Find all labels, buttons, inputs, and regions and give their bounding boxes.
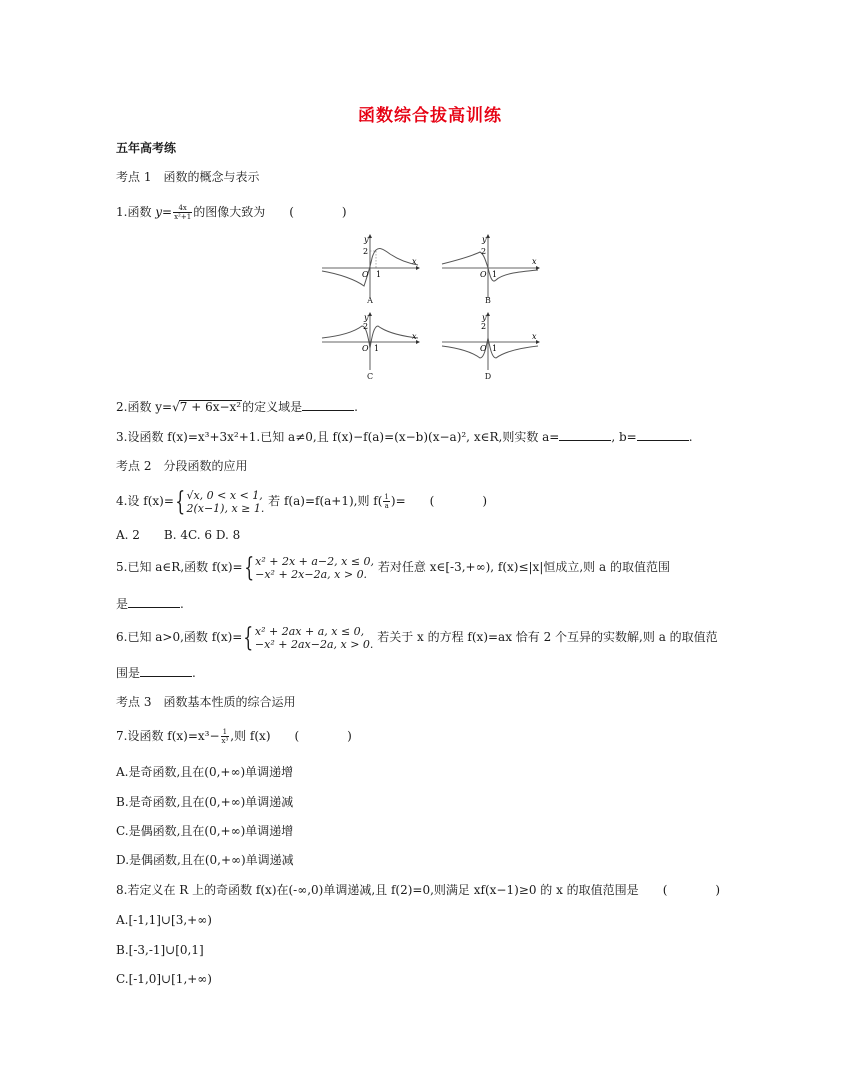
- q7-fraction: $\frac{1}{\text{x³}}$: [221, 728, 229, 745]
- graph-c: [320, 312, 420, 372]
- question-2: 2.函数 y=√7 + 6x−x²的定义域是 .: [116, 400, 358, 414]
- graph-c-y-label: y: [364, 313, 369, 322]
- question-8-option-a: A.[-1,1]∪[3,+∞): [116, 913, 212, 927]
- question-8-option-b: B.[-3,-1]∪[0,1]: [116, 943, 204, 957]
- question-4: 4.设 f(x)={ √x, 0 < x < 1, 2(x−1), x ≥ 1. 若 f(a)=f(a+1),则 f( $\frac{1}{a}$ )= ( ): [116, 486, 506, 517]
- q2-radicand: 7 + 6x−x²: [179, 400, 242, 414]
- graph-a-tick-2: 2: [363, 247, 369, 256]
- question-4-options: A. 2 B. 4C. 6 D. 8: [116, 528, 241, 542]
- graph-c-origin: O: [362, 344, 369, 353]
- q4-piecewise: √x, 0 < x < 1, 2(x−1), x ≥ 1.: [186, 488, 265, 515]
- graph-a-x-label: x: [412, 257, 417, 266]
- graph-d-x-label: x: [532, 332, 537, 341]
- q3-answer-blank-a[interactable]: [559, 428, 611, 441]
- graph-d-caption: D: [484, 372, 492, 381]
- q6-answer-blank[interactable]: [140, 664, 192, 677]
- graph-c-x-label: x: [412, 332, 417, 341]
- graph-c-tick-1: 1: [374, 344, 380, 353]
- graph-b-x-label: x: [532, 257, 537, 266]
- graph-a: [320, 234, 420, 300]
- graph-b-y-label: y: [482, 235, 487, 244]
- topic-3-heading: 考点 3 函数基本性质的综合运用: [116, 695, 296, 709]
- graph-a-tick-1: 1: [376, 270, 382, 279]
- graph-b-origin: O: [480, 270, 487, 279]
- graph-c-caption: C: [366, 372, 374, 381]
- page-title: 函数综合拔高训练: [358, 106, 502, 126]
- question-6: 6.已知 a>0,函数 f(x)={ x² + 2ax + a, x ≤ 0, −x² + 2ax−2a, x > 0. 若关于 x 的方程 f(x)=ax 恰有 2 个互异的实数解,则 a 的取值范: [116, 622, 718, 653]
- q5-answer-blank[interactable]: [128, 595, 180, 608]
- q2-answer-blank[interactable]: [302, 398, 354, 411]
- question-8: 8.若定义在 R 上的奇函数 f(x)在(-∞,0)单调递减,且 f(2)=0,则满足 xf(x−1)≥0 的 x 的取值范围是 ( ): [116, 883, 739, 897]
- question-7-option-b: B.是奇函数,且在(0,+∞)单调递减: [116, 795, 294, 809]
- question-1: 1.函数 y= $\frac{4x}{\text{x²+1}}$ 的图像大致为 ( ): [116, 204, 365, 221]
- section-heading: 五年高考练: [116, 141, 177, 155]
- q6-piecewise: x² + 2ax + a, x ≤ 0, −x² + 2ax−2a, x > 0.: [254, 624, 374, 651]
- question-3: 3.设函数 f(x)=x³+3x²+1.已知 a≠0,且 f(x)−f(a)=(x−b)(x−a)², x∈R,则实数 a= , b= .: [116, 430, 693, 444]
- graph-b-tick-2: 2: [481, 247, 487, 256]
- graph-b-caption: B: [485, 296, 491, 305]
- topic-2-heading: 考点 2 分段函数的应用: [116, 459, 248, 473]
- q5-piecewise: x² + 2x + a−2, x ≤ 0, −x² + 2x−2a, x > 0.: [255, 554, 375, 581]
- question-6-line-2: 围是 .: [116, 666, 196, 680]
- graph-c-tick-2: 2: [363, 322, 369, 331]
- question-7-option-c: C.是偶函数,且在(0,+∞)单调递增: [116, 824, 294, 838]
- question-7-option-a: A.是奇函数,且在(0,+∞)单调递增: [116, 765, 294, 779]
- question-7: 7.设函数 f(x)=x³− $\frac{1}{\text{x³}}$ ,则 f(x) ( ): [116, 728, 370, 745]
- graph-b-tick-1: 1: [492, 270, 498, 279]
- question-7-option-d: D.是偶函数,且在(0,+∞)单调递减: [116, 853, 294, 867]
- graph-d-y-label: y: [482, 313, 487, 322]
- graph-d-origin: O: [480, 344, 487, 353]
- graph-d-tick-1: 1: [492, 344, 498, 353]
- topic-1-heading: 考点 1 函数的概念与表示: [116, 170, 260, 184]
- graph-d-tick-2: 2: [481, 322, 487, 331]
- graph-a-y-label: y: [364, 235, 369, 244]
- graph-a-origin: O: [362, 270, 369, 279]
- graph-a-caption: A: [367, 296, 373, 305]
- q4-fraction: $\frac{1}{a}$: [384, 493, 389, 510]
- question-5-line-2: 是 .: [116, 597, 184, 611]
- question-8-option-c: C.[-1,0]∪[1,+∞): [116, 972, 212, 986]
- q1-fraction: $\frac{4x}{\text{x²+1}}$: [174, 204, 192, 221]
- q3-answer-blank-b[interactable]: [637, 428, 689, 441]
- question-5: 5.已知 a∈R,函数 f(x)={ x² + 2x + a−2, x ≤ 0, −x² + 2x−2a, x > 0. 若对任意 x∈[-3,+∞), f(x)≤|x|恒成立,则 a 的取值范围: [116, 552, 670, 583]
- graph-d: [440, 312, 540, 372]
- graph-b: [440, 234, 540, 300]
